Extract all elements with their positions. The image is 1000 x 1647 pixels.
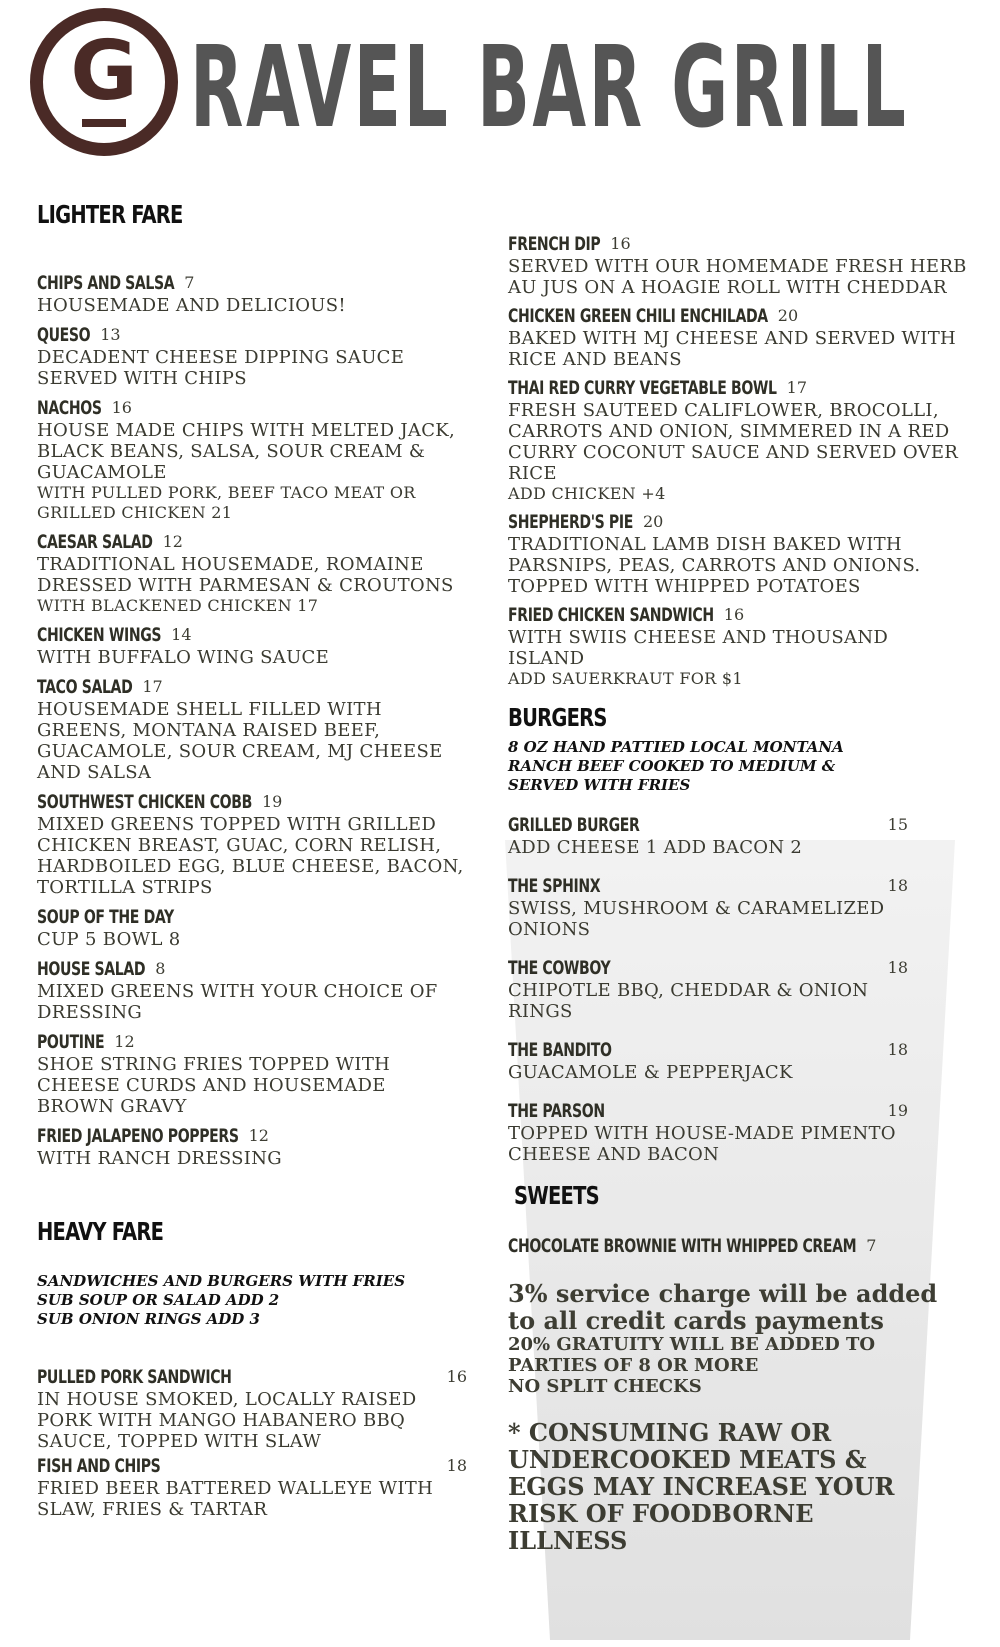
heavy-note-line: SANDWICHES AND BURGERS WITH FRIES (37, 1272, 406, 1290)
menu-item-heading (508, 813, 908, 837)
menu-item-price: 16 (723, 605, 745, 624)
menu-item-heading (37, 623, 467, 647)
menu-item-name: CHOCOLATE BROWNIE WITH WHIPPED CREAM (508, 1235, 857, 1257)
restaurant-logo (30, 8, 970, 168)
menu-item-name: SOUP OF THE DAY (37, 906, 174, 928)
menu-item-description: TOPPED WITH HOUSE-MADE PIMENTO CHEESE AND BACON (508, 1123, 896, 1165)
menu-item-name: THE SPHINX (508, 875, 601, 897)
menu-item (37, 396, 467, 523)
menu-item-heading (508, 510, 968, 534)
burger-note-line: RANCH BEEF COOKED TO MEDIUM & (508, 757, 836, 775)
menu-item-name: SHEPHERD'S PIE (508, 511, 633, 533)
menu-item-price: 20 (642, 512, 664, 531)
menu-item-name: POUTINE (37, 1031, 105, 1053)
menu-item-description: SERVED WITH OUR HOMEMADE FRESH HERB AU JUS ON A HOAGIE ROLL WITH CHEDDAR (508, 256, 967, 298)
menu-item-description: HOUSEMADE AND DELICIOUS! (37, 295, 346, 316)
menu-item (37, 1365, 467, 1452)
menu-item-name: CHICKEN WINGS (37, 624, 162, 646)
menu-item (37, 675, 467, 783)
menu-item-description: GUACAMOLE & PEPPERJACK (508, 1062, 793, 1083)
lighter-fare-heading: LIGHTER FARE (37, 200, 183, 229)
menu-item (37, 271, 467, 316)
menu-item-price: 16 (111, 398, 132, 417)
menu-item-name: TACO SALAD (37, 676, 133, 698)
menu-item (37, 323, 467, 389)
menu-item-name: FISH AND CHIPS (37, 1455, 161, 1477)
menu-item-price: 12 (248, 1126, 269, 1145)
burger-note-line: SERVED WITH FRIES (508, 776, 691, 794)
menu-item-heading (508, 232, 968, 256)
menu-item-heading (37, 396, 467, 420)
menu-item (37, 1030, 467, 1117)
split-check-notice: NO SPLIT CHECKS (508, 1376, 702, 1397)
menu-item-name: THE PARSON (508, 1100, 605, 1122)
menu-item-description: DECADENT CHEESE DIPPING SAUCE SERVED WITH CHIPS (37, 347, 405, 389)
sandwich-list (508, 232, 968, 689)
menu-item-description: FRESH SAUTEED CALIFLOWER, BROCOLLI, CARROTS AND ONION, SIMMERED IN A RED CURRY COCONUT SAUCE AND SERVED OVER RICE (508, 400, 959, 484)
menu-item (37, 957, 467, 1023)
menu-item-price: 18 (446, 1456, 467, 1475)
menu-item (508, 232, 968, 298)
logo-underline (82, 119, 126, 127)
restaurant-name: RAVEL BAR GRILL (190, 23, 909, 153)
menu-item-name: THAI RED CURRY VEGETABLE BOWL (508, 377, 777, 399)
menu-item-description: BAKED WITH MJ CHEESE AND SERVED WITH RICE AND BEANS (508, 328, 957, 370)
heavy-fare-heading: HEAVY FARE (37, 1217, 164, 1246)
menu-item-heading (37, 271, 467, 295)
menu-item (508, 1038, 908, 1083)
menu-item-name: NACHOS (37, 397, 102, 419)
menu-item (37, 905, 467, 950)
lighter-fare-list (37, 271, 467, 1169)
menu-item-name: FRIED JALAPENO POPPERS (37, 1125, 239, 1147)
menu-item-description: TRADITIONAL HOUSEMADE, ROMAINE DRESSED WITH PARMESAN & CROUTONS (37, 554, 454, 596)
menu-item-heading (37, 323, 467, 347)
menu-item-description: HOUSEMADE SHELL FILLED WITH GREENS, MONTANA RAISED BEEF, GUACAMOLE, SOUR CREAM, MJ CHEESE AND SALSA (37, 699, 443, 783)
menu-item-price: 18 (887, 876, 908, 895)
menu-item-price: 13 (100, 325, 121, 344)
menu-item-heading (508, 874, 908, 898)
menu-item (37, 623, 467, 668)
menu-item-price: 16 (610, 234, 631, 253)
service-charge-notice: 3% service charge will be added to all credit cards payments (508, 1279, 938, 1335)
menu-item-heading (37, 530, 467, 554)
menu-item (508, 1099, 908, 1165)
menu-item (508, 376, 968, 504)
menu-item (37, 1124, 467, 1169)
menu-item-name: GRILLED BURGER (508, 814, 640, 836)
menu-item-name: FRIED CHICKEN SANDWICH (508, 604, 714, 626)
menu-item-heading (37, 675, 467, 699)
menu-item-addon: WITH BLACKENED CHICKEN 17 (37, 596, 319, 615)
menu-item-description: CUP 5 BOWL 8 (37, 929, 181, 950)
menu-item-heading (37, 790, 467, 814)
menu-item-name: THE BANDITO (508, 1039, 612, 1061)
menu-item-price: 15 (887, 815, 908, 834)
menu-item-heading (37, 1030, 467, 1054)
menu-item-description: ADD CHEESE 1 ADD BACON 2 (508, 837, 803, 858)
menu-item-price: 8 (155, 959, 166, 978)
menu-item-description: CHIPOTLE BBQ, CHEDDAR & ONION RINGS (508, 980, 869, 1022)
menu-item-name: CHIPS AND SALSA (37, 272, 175, 294)
menu-item-heading (37, 1124, 467, 1148)
menu-item-heading (508, 376, 968, 400)
burgers-note (508, 738, 968, 795)
menu-item (508, 304, 968, 370)
heavy-fare-list (37, 1365, 467, 1520)
menu-item-price: 17 (142, 677, 163, 696)
menu-item (508, 813, 908, 858)
menu-item-price: 14 (171, 625, 192, 644)
menu-item-description: IN HOUSE SMOKED, LOCALLY RAISED PORK WITH MANGO HABANERO BBQ SAUCE, TOPPED WITH SLAW (37, 1389, 417, 1452)
menu-item-description: WITH RANCH DRESSING (37, 1148, 282, 1169)
menu-item-price: 17 (786, 378, 807, 397)
menu-item-price: 12 (114, 1032, 135, 1051)
menu-item-price: 20 (777, 306, 799, 325)
menu-item-description: SHOE STRING FRIES TOPPED WITH CHEESE CURDS AND HOUSEMADE BROWN GRAVY (37, 1054, 391, 1117)
menu-item-price: 19 (887, 1101, 908, 1120)
burgers-heading: BURGERS (508, 703, 607, 732)
menu-item-heading (37, 1454, 467, 1478)
menu-item-heading (37, 957, 467, 981)
menu-item-name: FRENCH DIP (508, 233, 601, 255)
gratuity-notice: 20% GRATUITY WILL BE ADDED TO PARTIES OF 8 OR MORE (508, 1334, 876, 1376)
menu-item (508, 510, 968, 597)
sweets-heading: SWEETS (514, 1181, 599, 1210)
menu-item-heading (37, 905, 467, 929)
burger-list (508, 813, 908, 1165)
menu-item-description: MIXED GREENS TOPPED WITH GRILLED CHICKEN BREAST, GUAC, CORN RELISH, HARDBOILED EGG, BLUE CHEESE, BACON, TORTILLA STRIPS (37, 814, 464, 898)
menu-item-price: 12 (162, 532, 183, 551)
menu-item-name: QUESO (37, 324, 91, 346)
menu-item-description: WITH BUFFALO WING SAUCE (37, 647, 330, 668)
menu-item-heading (37, 1365, 467, 1389)
menu-item-addon: ADD SAUERKRAUT FOR $1 (508, 669, 743, 688)
menu-item-description: SWISS, MUSHROOM & CARAMELIZED ONIONS (508, 898, 885, 940)
menu-item-heading (508, 603, 968, 627)
menu-item-price: 16 (446, 1367, 467, 1386)
heavy-fare-note (37, 1272, 467, 1329)
burger-note-line: 8 OZ HAND PATTIED LOCAL MONTANA (508, 738, 844, 756)
right-column (508, 232, 968, 1554)
left-column (37, 200, 467, 1522)
menu-item-price: 18 (887, 1040, 908, 1059)
menu-item-name: CAESAR SALAD (37, 531, 153, 553)
logo-letter: G (70, 24, 138, 119)
menu-item-price: 7 (866, 1236, 877, 1255)
menu-item-heading (508, 1099, 908, 1123)
menu-item-heading (508, 1038, 908, 1062)
menu-item-addon: ADD CHICKEN +4 (508, 484, 666, 503)
menu-item-addon: WITH PULLED PORK, BEEF TACO MEAT OR GRILLED CHICKEN 21 (37, 483, 416, 522)
food-safety-warning: * CONSUMING RAW OR UNDERCOOKED MEATS & EGGS MAY INCREASE YOUR RISK OF FOODBORNE ILLNESS (508, 1418, 895, 1555)
menu-item-description: TRADITIONAL LAMB DISH BAKED WITH PARSNIPS, PEAS, CARROTS AND ONIONS. TOPPED WITH WHIPPED POTATOES (508, 534, 921, 597)
menu-item-price: 19 (261, 792, 283, 811)
menu-item (37, 530, 467, 616)
menu-item-name: PULLED PORK SANDWICH (37, 1366, 232, 1388)
menu-item-heading (508, 304, 968, 328)
menu-item-heading (508, 1234, 968, 1258)
menu-item-description: FRIED BEER BATTERED WALLEYE WITH SLAW, FRIES & TARTAR (37, 1478, 434, 1520)
menu-item-description: HOUSE MADE CHIPS WITH MELTED JACK, BLACK BEANS, SALSA, SOUR CREAM & GUACAMOLE (37, 420, 456, 483)
menu-item (508, 956, 908, 1022)
menu-item-name: THE COWBOY (508, 957, 611, 979)
menu-item-heading (508, 956, 908, 980)
menu-item-name: HOUSE SALAD (37, 958, 146, 980)
menu-item-name: SOUTHWEST CHICKEN COBB (37, 791, 252, 813)
menu-item (37, 1454, 467, 1520)
menu-item-description: WITH SWIIS CHEESE AND THOUSAND ISLAND (508, 627, 889, 669)
heavy-note-line: SUB ONION RINGS ADD 3 (37, 1310, 260, 1328)
menu-item-price: 18 (887, 958, 908, 977)
menu-item (508, 874, 908, 940)
heavy-note-line: SUB SOUP OR SALAD ADD 2 (37, 1291, 280, 1309)
menu-item (508, 603, 968, 689)
menu-item-name: CHICKEN GREEN CHILI ENCHILADA (508, 305, 768, 327)
menu-item-price: 7 (184, 273, 195, 292)
menu-item-description: MIXED GREENS WITH YOUR CHOICE OF DRESSING (37, 981, 438, 1023)
menu-item (37, 790, 467, 898)
